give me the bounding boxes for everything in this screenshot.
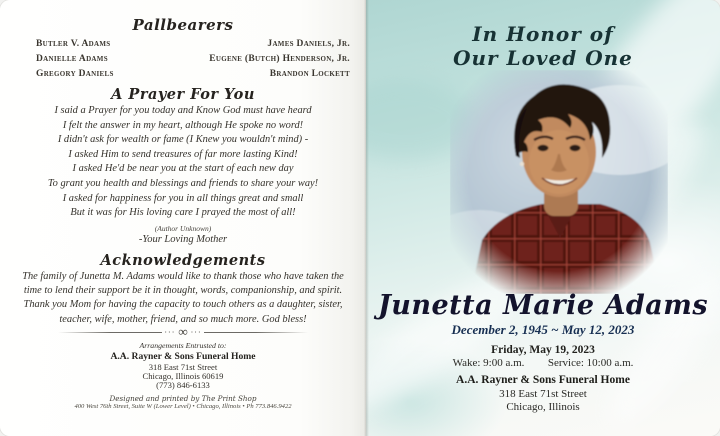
prayer-text [0, 104, 366, 221]
service-venue: A.A. Rayner & Sons Funeral Home [456, 374, 630, 386]
pallbearers-title: Pallbearers [132, 16, 234, 34]
right-page [366, 0, 720, 436]
page-fold-divider [364, 0, 369, 436]
prayer-signature: -Your Loving Mother [138, 234, 228, 245]
arrangements-label: Arrangements Entrusted to: [139, 341, 227, 350]
pallbearer-row [36, 69, 350, 84]
printer-address-line: 400 West 76th Street, Suite W (Lower Level) • Chicago, Illinois • Ph 773.846.9422 [74, 403, 292, 410]
divider-dots: ··· [190, 327, 202, 337]
prayer-line: But it was for His loving care I prayed the most of all! [70, 207, 296, 219]
infinity-ornament-icon: ∞ [178, 324, 188, 339]
prayer-line: I felt the answer in my heart, although He spoke no word! [62, 119, 304, 131]
scroll-ornament-divider [58, 326, 308, 338]
honor-header-line1: In Honor of [472, 22, 614, 46]
divider-dots: ··· [164, 327, 176, 337]
funeral-home-phone: (773) 846-6133 [156, 380, 210, 390]
prayer-line: To grant you health and blessings and friends to share your way! [47, 177, 319, 189]
divider-line [58, 332, 162, 333]
service-times [366, 357, 720, 369]
service-address2: Chicago, Illinois [506, 401, 580, 413]
service-time: Service: 10:00 a.m. [547, 357, 634, 369]
acknowledgements-title: Acknowledgements [100, 252, 266, 269]
funeral-home-address1: 318 East 71st Street [148, 362, 218, 372]
prayer-line: I asked Him to send treasures of far more lasting Kind! [68, 148, 298, 160]
prayer-line: I asked He'd be near you at the start of each new day [72, 163, 294, 175]
honor-header-line2: Our Loved One [453, 46, 633, 70]
acknowledgements-text: The family of Junetta M. Adams would like to thank those who have taken the time to lend their support be it in thought, words, companionship, and spirit. Thank you Mom for having the capacity to touch others as a daughter, sister, teacher, wife, mother, friend, and so much more. God bless! [22, 271, 344, 325]
service-address1: 318 East 71st Street [499, 388, 587, 400]
birth-death-dates: December 2, 1945 ~ May 12, 2023 [451, 322, 635, 337]
pallbearer-name: Eugene (Butch) Henderson, Jr. [209, 54, 350, 64]
funeral-home-name: A.A. Rayner & Sons Funeral Home [110, 351, 256, 362]
printer-credit-line: Designed and printed by The Print Shop [109, 394, 257, 403]
pallbearer-name: Brandon Lockett [269, 69, 350, 79]
divider-line [204, 332, 308, 333]
pallbearer-name: Danielle Adams [36, 54, 108, 64]
prayer-line: I asked for happiness for you in all things great and small [62, 192, 304, 204]
pallbearer-row [36, 54, 350, 69]
pallbearer-row [36, 39, 350, 54]
portrait-photo [450, 70, 668, 294]
prayer-line: I said a Prayer for you today and Know God must have heard [54, 105, 312, 116]
pallbearer-name: Butler V. Adams [36, 39, 111, 49]
service-date: Friday, May 19, 2023 [491, 344, 595, 356]
prayer-title: A Prayer For You [111, 86, 255, 103]
pallbearer-name: James Daniels, Jr. [267, 39, 350, 49]
prayer-attribution: (Author Unknown) [154, 224, 212, 233]
deceased-name: Junetta Marie Adams [377, 290, 709, 321]
pallbearers-list [36, 39, 350, 84]
wake-time: Wake: 9:00 a.m. [452, 357, 525, 369]
prayer-line: I didn't ask for wealth or fame (I Knew you wouldn't mind) - [57, 134, 309, 146]
pallbearer-name: Gregory Daniels [36, 69, 114, 79]
funeral-home-address2: Chicago, Illinois 60619 [142, 371, 224, 381]
